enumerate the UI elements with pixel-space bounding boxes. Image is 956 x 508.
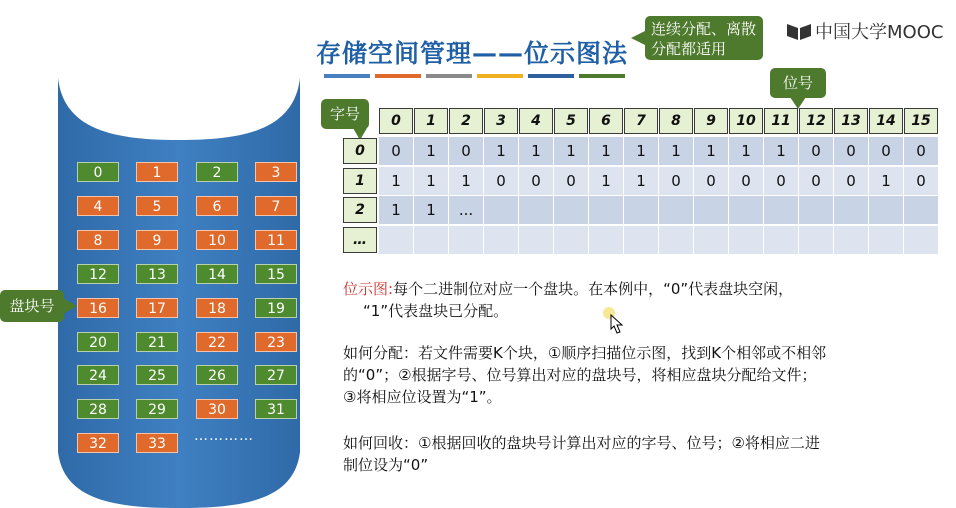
definition-body: 每个二进制位对应一个盘块。在本例中，“0”代表盘块空闲， — [393, 280, 794, 298]
bitmap-cell — [379, 226, 414, 255]
recycle-paragraph — [343, 432, 943, 476]
word-label-text: 字号 — [329, 105, 360, 123]
definition-term: 位示图: — [343, 280, 394, 298]
block-label-callout — [0, 290, 64, 322]
bitmap-cell: 0 — [834, 167, 869, 196]
bitmap-cell — [624, 196, 659, 225]
bitmap-cell: 1 — [869, 167, 904, 196]
recycle-line-2: 制位设为“0” — [343, 456, 429, 474]
disk-block: 32 — [77, 433, 119, 453]
bit-header-cell: 3 — [484, 108, 518, 134]
bitmap-cell — [904, 226, 939, 255]
disk-block: 11 — [255, 230, 297, 250]
bitmap-cell: 1 — [379, 196, 414, 225]
callout-pointer — [631, 30, 647, 46]
page-title: 存储空间管理——位示图法 — [316, 39, 629, 68]
definition-body-2: “1”代表盘块已分配。 — [363, 302, 509, 320]
disk-block: 8 — [77, 230, 119, 250]
bit-header-cell: 14 — [869, 108, 903, 134]
bitmap-cell: 1 — [414, 137, 449, 166]
bitmap-cell — [414, 226, 449, 255]
disk-block: 28 — [77, 399, 119, 419]
block-label-text: 盘块号 — [9, 297, 55, 315]
title-underline-segment — [528, 74, 574, 78]
allocation-paragraph — [343, 342, 943, 408]
bitmap-cell — [729, 196, 764, 225]
allocation-line-1: 如何分配：若文件需要K个块，①顺序扫描位示图，找到K个相邻或不相邻 — [343, 344, 827, 362]
blocks-ellipsis: ………… — [194, 428, 254, 444]
disk-block: 16 — [77, 298, 119, 318]
disk-block: 12 — [77, 264, 119, 284]
disk-block: 6 — [196, 196, 238, 216]
disk-block: 13 — [136, 264, 178, 284]
bitmap-cell: 1 — [414, 167, 449, 196]
bitmap-cell: 1 — [624, 167, 659, 196]
bitmap-cell: 0 — [554, 167, 589, 196]
logo-text: 中国大学MOOC — [815, 22, 944, 43]
bit-header-cell: 12 — [799, 108, 833, 134]
bit-header-cell: 6 — [589, 108, 623, 134]
bitmap-cell — [589, 226, 624, 255]
bitmap-cell — [834, 196, 869, 225]
disk-block: 5 — [136, 196, 178, 216]
disk-block: 18 — [196, 298, 238, 318]
disk-block: 2 — [196, 162, 238, 182]
title-underline-segment — [426, 74, 472, 78]
title-underline-segment — [375, 74, 421, 78]
bit-header-cell: 10 — [729, 108, 763, 134]
bitmap-cell: 1 — [624, 137, 659, 166]
bitmap-cell: 1 — [764, 137, 799, 166]
bitmap-cell: 1 — [379, 167, 414, 196]
bit-label-text: 位号 — [782, 74, 813, 92]
bitmap-cell: 0 — [764, 167, 799, 196]
disk-block: 33 — [136, 433, 178, 453]
bitmap-cell: 0 — [449, 137, 484, 166]
bitmap-cell — [484, 196, 519, 225]
bitmap-cell: 0 — [904, 137, 939, 166]
bitmap-cell: 0 — [484, 167, 519, 196]
word-header-cell: 0 — [343, 138, 377, 164]
title-underline-segment — [579, 74, 625, 78]
bitmap-cell — [659, 196, 694, 225]
word-header-cell: … — [343, 227, 377, 253]
bitmap-cell — [799, 226, 834, 255]
disk-block: 19 — [255, 298, 297, 318]
bit-header-cell: 13 — [834, 108, 868, 134]
definition-paragraph — [343, 278, 943, 322]
bitmap-cell — [834, 226, 869, 255]
disk-block: 0 — [77, 162, 119, 182]
bit-header-cell: 0 — [379, 108, 413, 134]
bitmap-cell: 1 — [484, 137, 519, 166]
hand-cursor-icon — [603, 307, 629, 337]
bitmap-cell: 1 — [449, 167, 484, 196]
bitmap-cell: 0 — [799, 137, 834, 166]
disk-block: 21 — [136, 332, 178, 352]
bitmap-cell — [694, 226, 729, 255]
bit-header-cell: 9 — [694, 108, 728, 134]
mooc-book-icon — [786, 21, 812, 41]
mooc-logo — [786, 18, 943, 44]
bitmap-cell: ... — [449, 196, 484, 225]
disk-block: 24 — [77, 365, 119, 385]
bit-header-cell: 4 — [519, 108, 553, 134]
bitmap-cell — [554, 226, 589, 255]
disk-block: 27 — [255, 365, 297, 385]
allocation-line-3: ③将相应位设置为“1”。 — [343, 388, 502, 406]
disk-block: 17 — [136, 298, 178, 318]
bitmap-cell: 0 — [729, 167, 764, 196]
bitmap-cell — [589, 196, 624, 225]
bitmap-cell: 0 — [869, 137, 904, 166]
bit-header-cell: 8 — [659, 108, 693, 134]
word-label-callout — [321, 99, 369, 129]
bitmap-cell: 0 — [694, 167, 729, 196]
bit-header-cell: 5 — [554, 108, 588, 134]
bitmap-cell: 0 — [799, 167, 834, 196]
disk-block: 1 — [136, 162, 178, 182]
title-underline-segment — [477, 74, 523, 78]
bitmap-cell: 0 — [659, 167, 694, 196]
bitmap-cell: 1 — [589, 137, 624, 166]
bitmap-cell — [484, 226, 519, 255]
bitmap-cell — [869, 196, 904, 225]
disk-block: 22 — [196, 332, 238, 352]
bitmap-cell — [519, 196, 554, 225]
alloc-note-callout — [645, 16, 763, 60]
bitmap-cell — [799, 196, 834, 225]
bitmap-cell — [764, 196, 799, 225]
bitmap-cell — [694, 196, 729, 225]
bitmap-cell: 1 — [519, 137, 554, 166]
title-underline-segment — [324, 74, 370, 78]
bitmap-cell — [904, 196, 939, 225]
alloc-note-text: 连续分配、离散分配都适用 — [651, 20, 757, 58]
bitmap-cell — [449, 226, 484, 255]
bitmap-cell — [659, 226, 694, 255]
block-label-pointer — [63, 298, 77, 314]
bitmap-cell: 1 — [554, 137, 589, 166]
disk-block: 7 — [255, 196, 297, 216]
bitmap-cell: 1 — [659, 137, 694, 166]
recycle-line-1: 如何回收：①根据回收的盘块号计算出对应的字号、位号；②将相应二进 — [343, 434, 820, 452]
bit-header-cell: 11 — [764, 108, 798, 134]
disk-block: 14 — [196, 264, 238, 284]
bitmap-cell — [624, 226, 659, 255]
disk-block: 15 — [255, 264, 297, 284]
bitmap-cell — [519, 226, 554, 255]
disk-block: 31 — [255, 399, 297, 419]
bitmap-cell: 0 — [519, 167, 554, 196]
disk-block: 29 — [136, 399, 178, 419]
allocation-line-2: 的“0”；②根据字号、位号算出对应的盘块号，将相应盘块分配给文件； — [343, 366, 817, 384]
word-header-cell: 1 — [343, 168, 377, 194]
bit-header-cell: 7 — [624, 108, 658, 134]
disk-block: 9 — [136, 230, 178, 250]
bitmap-cell: 1 — [694, 137, 729, 166]
bitmap-cell: 0 — [904, 167, 939, 196]
bit-header-cell: 2 — [449, 108, 483, 134]
disk-block: 30 — [196, 399, 238, 419]
bitmap-cell — [869, 226, 904, 255]
bit-header-cell: 15 — [904, 108, 938, 134]
bit-label-callout — [770, 68, 826, 98]
disk-block: 26 — [196, 365, 238, 385]
word-header-cell: 2 — [343, 197, 377, 223]
disk-block: 23 — [255, 332, 297, 352]
disk-block: 20 — [77, 332, 119, 352]
bitmap-cell: 1 — [589, 167, 624, 196]
bitmap-cell: 1 — [414, 196, 449, 225]
bitmap-cell — [729, 226, 764, 255]
disk-block: 4 — [77, 196, 119, 216]
bitmap-cell: 0 — [379, 137, 414, 166]
bit-header-cell: 1 — [414, 108, 448, 134]
disk-block: 25 — [136, 365, 178, 385]
bitmap-cell — [764, 226, 799, 255]
bitmap-cell: 1 — [729, 137, 764, 166]
bitmap-cell: 0 — [834, 137, 869, 166]
bitmap-cell — [554, 196, 589, 225]
disk-block: 10 — [196, 230, 238, 250]
disk-block: 3 — [255, 162, 297, 182]
